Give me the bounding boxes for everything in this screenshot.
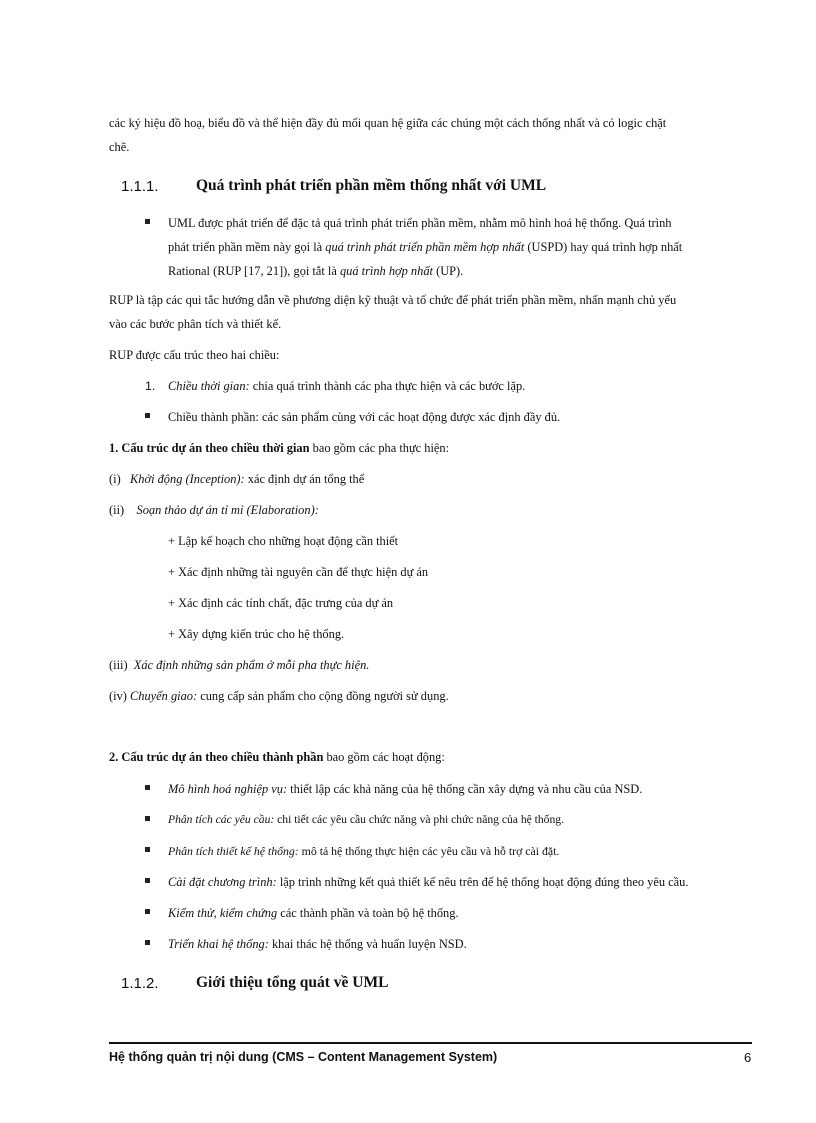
bullet-icon	[145, 785, 150, 790]
component-structure-heading: 2. Cấu trúc dự án theo chiều thành phần bao gồm các hoạt động:	[109, 750, 445, 764]
bullet-icon	[145, 847, 150, 852]
dimension-1-marker: 1.	[145, 379, 156, 393]
dimension-1: Chiều thời gian: chia quá trình thành các pha thực hiện và các bước lặp.	[168, 379, 526, 393]
activity-2: Phân tích các yêu cầu: chi tiết các yêu cầu chức năng và phi chức năng của hệ thống.	[168, 813, 564, 826]
phase-ii-sub-3: + Xác định các tính chất, đặc trưng của dự án	[168, 596, 394, 610]
page-number: 6	[744, 1050, 752, 1065]
section-112-title: Giới thiệu tổng quát về UML	[196, 974, 389, 991]
bullet-icon	[145, 909, 150, 914]
rup-structure-text: RUP được cấu trúc theo hai chiều:	[109, 348, 280, 362]
uml-bullet-line-1: UML được phát triển để đặc tả quá trình phát triển phần mềm, nhằm mô hình hoá hệ thống. Quá trình	[168, 216, 672, 230]
activity-4: Cài đặt chương trình: lập trình những kết quả thiết kế nêu trên để hệ thống hoạt động đúng theo yêu cầu.	[168, 875, 689, 889]
activity-3: Phân tích thiết kế hệ thống: mô tả hệ thống thực hiện các yêu cầu và hỗ trợ cài đặt.	[168, 844, 560, 858]
bullet-icon	[145, 219, 150, 224]
footer-title: Hệ thống quản trị nội dung (CMS – Content Management System)	[109, 1050, 498, 1064]
phase-ii-sub-4: + Xây dựng kiến trúc cho hệ thống.	[168, 627, 345, 641]
section-112-number: 1.1.2.	[121, 975, 159, 992]
section-111-title: Quá trình phát triển phần mềm thống nhất với UML	[196, 177, 547, 194]
phase-iii: (iii) Xác định những sản phẩm ở mỗi pha thực hiện.	[109, 658, 370, 672]
dimension-2: Chiều thành phần: các sản phẩm cùng với các hoạt động được xác định đầy đủ.	[168, 410, 561, 424]
time-structure-heading: 1. Cấu trúc dự án theo chiều thời gian bao gồm các pha thực hiện:	[109, 441, 450, 455]
phase-i: (i) Khởi động (Inception): xác định dự án tổng thể	[109, 472, 365, 486]
rup-line-2: vào các bước phân tích và thiết kế.	[109, 317, 282, 331]
bullet-icon	[145, 940, 150, 945]
uml-bullet-line-3: Rational (RUP [17, 21]), gọi tắt là quá trình hợp nhất (UP).	[168, 264, 464, 278]
intro-line-2: chẽ.	[109, 140, 130, 154]
phase-ii: (ii) Soạn thảo dự án tỉ mỉ (Elaboration):	[109, 503, 319, 517]
bullet-icon	[145, 816, 150, 821]
intro-line-1: các ký hiệu đồ hoạ, biểu đồ và thể hiện đầy đủ mối quan hệ giữa các chúng một cách thống nhất và có logic chặt	[109, 116, 667, 130]
footer-divider	[109, 1042, 752, 1044]
uml-bullet-line-2: phát triển phần mềm này gọi là quá trình phát triển phần mềm hợp nhất (USPD) hay quá trình hợp nhất	[168, 240, 683, 254]
rup-line-1: RUP là tập các qui tắc hướng dẫn về phương diện kỹ thuật và tổ chức để phát triển phần mềm, nhấn mạnh chủ yếu	[109, 293, 677, 307]
bullet-icon	[145, 878, 150, 883]
activity-6: Triển khai hệ thống: khai thác hệ thống và huấn luyện NSD.	[168, 937, 467, 951]
phase-ii-sub-2: + Xác định những tài nguyên cần để thực hiện dự án	[168, 565, 429, 579]
activity-5: Kiểm thử, kiểm chứng các thành phần và toàn bộ hệ thống.	[168, 906, 459, 920]
phase-ii-sub-1: + Lập kế hoạch cho những hoạt động cần thiết	[168, 534, 399, 548]
section-111-number: 1.1.1.	[121, 178, 159, 195]
activity-1: Mô hình hoá nghiệp vụ: thiết lập các khả năng của hệ thống cần xây dựng và nhu cầu của NSD.	[168, 782, 643, 796]
phase-iv: (iv) Chuyển giao: cung cấp sản phẩm cho cộng đồng người sử dụng.	[109, 689, 449, 703]
bullet-icon	[145, 413, 150, 418]
